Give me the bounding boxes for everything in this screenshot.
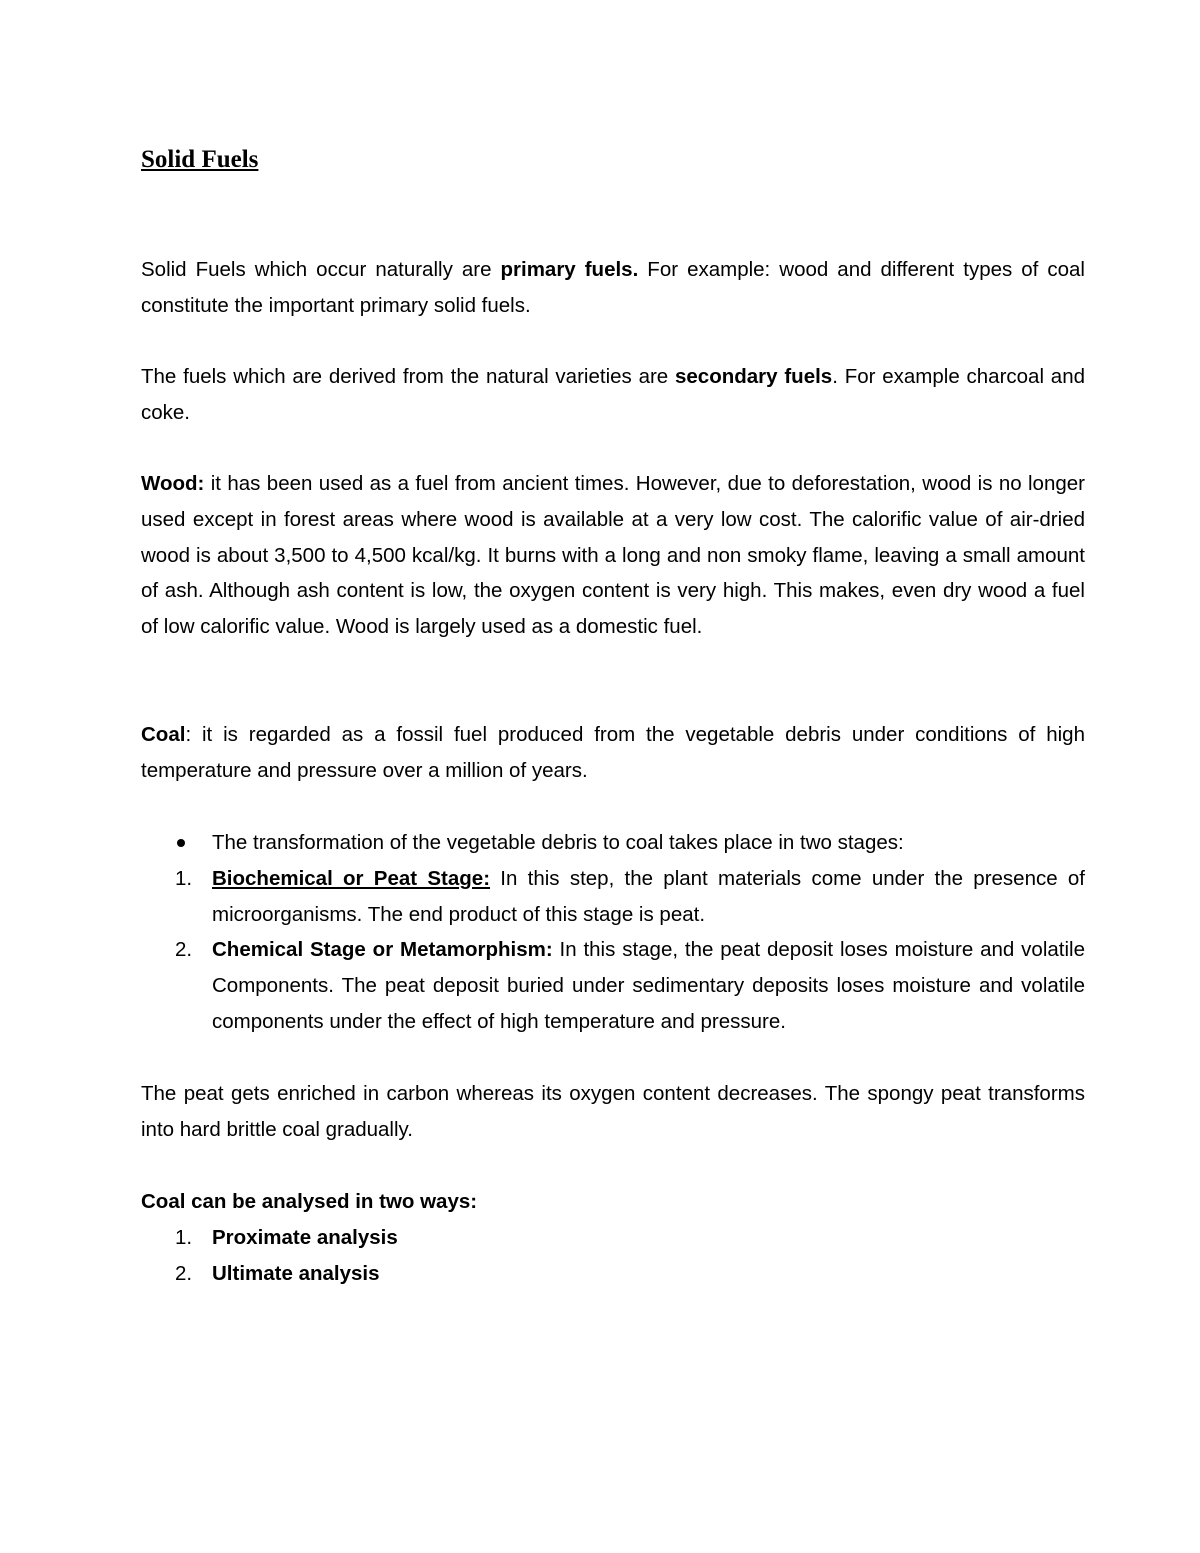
coal-text: : it is regarded as a fossil fuel produced from the vegetable debris under conditions of high temperature and pressure over a million of years. (141, 723, 1085, 782)
stage-2-label: Chemical Stage or Metamorphism: (212, 938, 553, 962)
secondary-text-2: . For example charcoal and coke. (141, 365, 1086, 424)
list-marker: 2. (175, 938, 193, 962)
list-item (141, 825, 1085, 861)
list-marker: 1. (175, 1226, 193, 1249)
wood-text: it has been used as a fuel from ancient times. However, due to deforestation, wood is no longer used except in forest areas where wood is available at a very low cost. The calorific value of air-dried wood is about 3,500 to 4,500 kcal/kg. It burns with a long and non smoky flame, leaving a small amount of ash. Although ash content is low, the oxygen content is very high. This makes, even dry wood a fuel of low calorific value. Wood is largely used as a domestic fuel. (141, 472, 1085, 639)
coal-paragraph (141, 717, 1085, 789)
intro-bold-primary: primary fuels. (500, 258, 639, 281)
analysis-item-ultimate: Ultimate analysis (212, 1261, 380, 1285)
secondary-bold: secondary fuels (675, 365, 833, 388)
analysis-item-proximate: Proximate analysis (212, 1226, 398, 1249)
document-page (141, 0, 1085, 1553)
list-marker: 2. (175, 1261, 193, 1285)
intro-text-2: For example: wood and different types of coal constitute the important primary solid fuels. (141, 258, 1085, 317)
peat-paragraph: The peat gets enriched in carbon whereas its oxygen content decreases. The spongy peat transforms into hard brittle coal gradually. (141, 1082, 1085, 1141)
intro-paragraph (141, 252, 1085, 324)
analysis-heading (141, 1184, 1085, 1220)
list-item (141, 1220, 1085, 1256)
list-item (141, 1256, 1085, 1292)
stages-bullet-text: The transformation of the vegetable debris to coal takes place in two stages: (212, 831, 904, 854)
stages-list (141, 825, 1085, 1040)
wood-label: Wood: (141, 472, 205, 495)
stage-2-text: In this stage, the peat deposit loses moisture and volatile Components. The peat deposit buried under sedimentary deposits loses moisture and volatile components under the effect of high temperature and pressure. (212, 938, 1085, 1033)
list-item (141, 932, 1085, 1039)
list-item (141, 861, 1085, 933)
bullet-icon (177, 839, 185, 847)
analysis-list (141, 1220, 1085, 1292)
stage-1-text: In this step, the plant materials come under the presence of microorganisms. The end product of this stage is peat. (212, 866, 1085, 926)
analysis-heading-text: Coal can be analysed in two ways: (141, 1190, 478, 1213)
intro-text-1: Solid Fuels which occur naturally are (141, 258, 501, 281)
stage-1-label: Biochemical or Peat Stage: (212, 866, 491, 890)
list-marker: 1. (175, 866, 193, 890)
page-title: Solid Fuels (141, 146, 259, 173)
secondary-paragraph (141, 359, 1085, 431)
coal-label: Coal (141, 723, 186, 746)
secondary-text-1: The fuels which are derived from the natural varieties are (141, 365, 675, 388)
wood-paragraph (141, 466, 1085, 645)
